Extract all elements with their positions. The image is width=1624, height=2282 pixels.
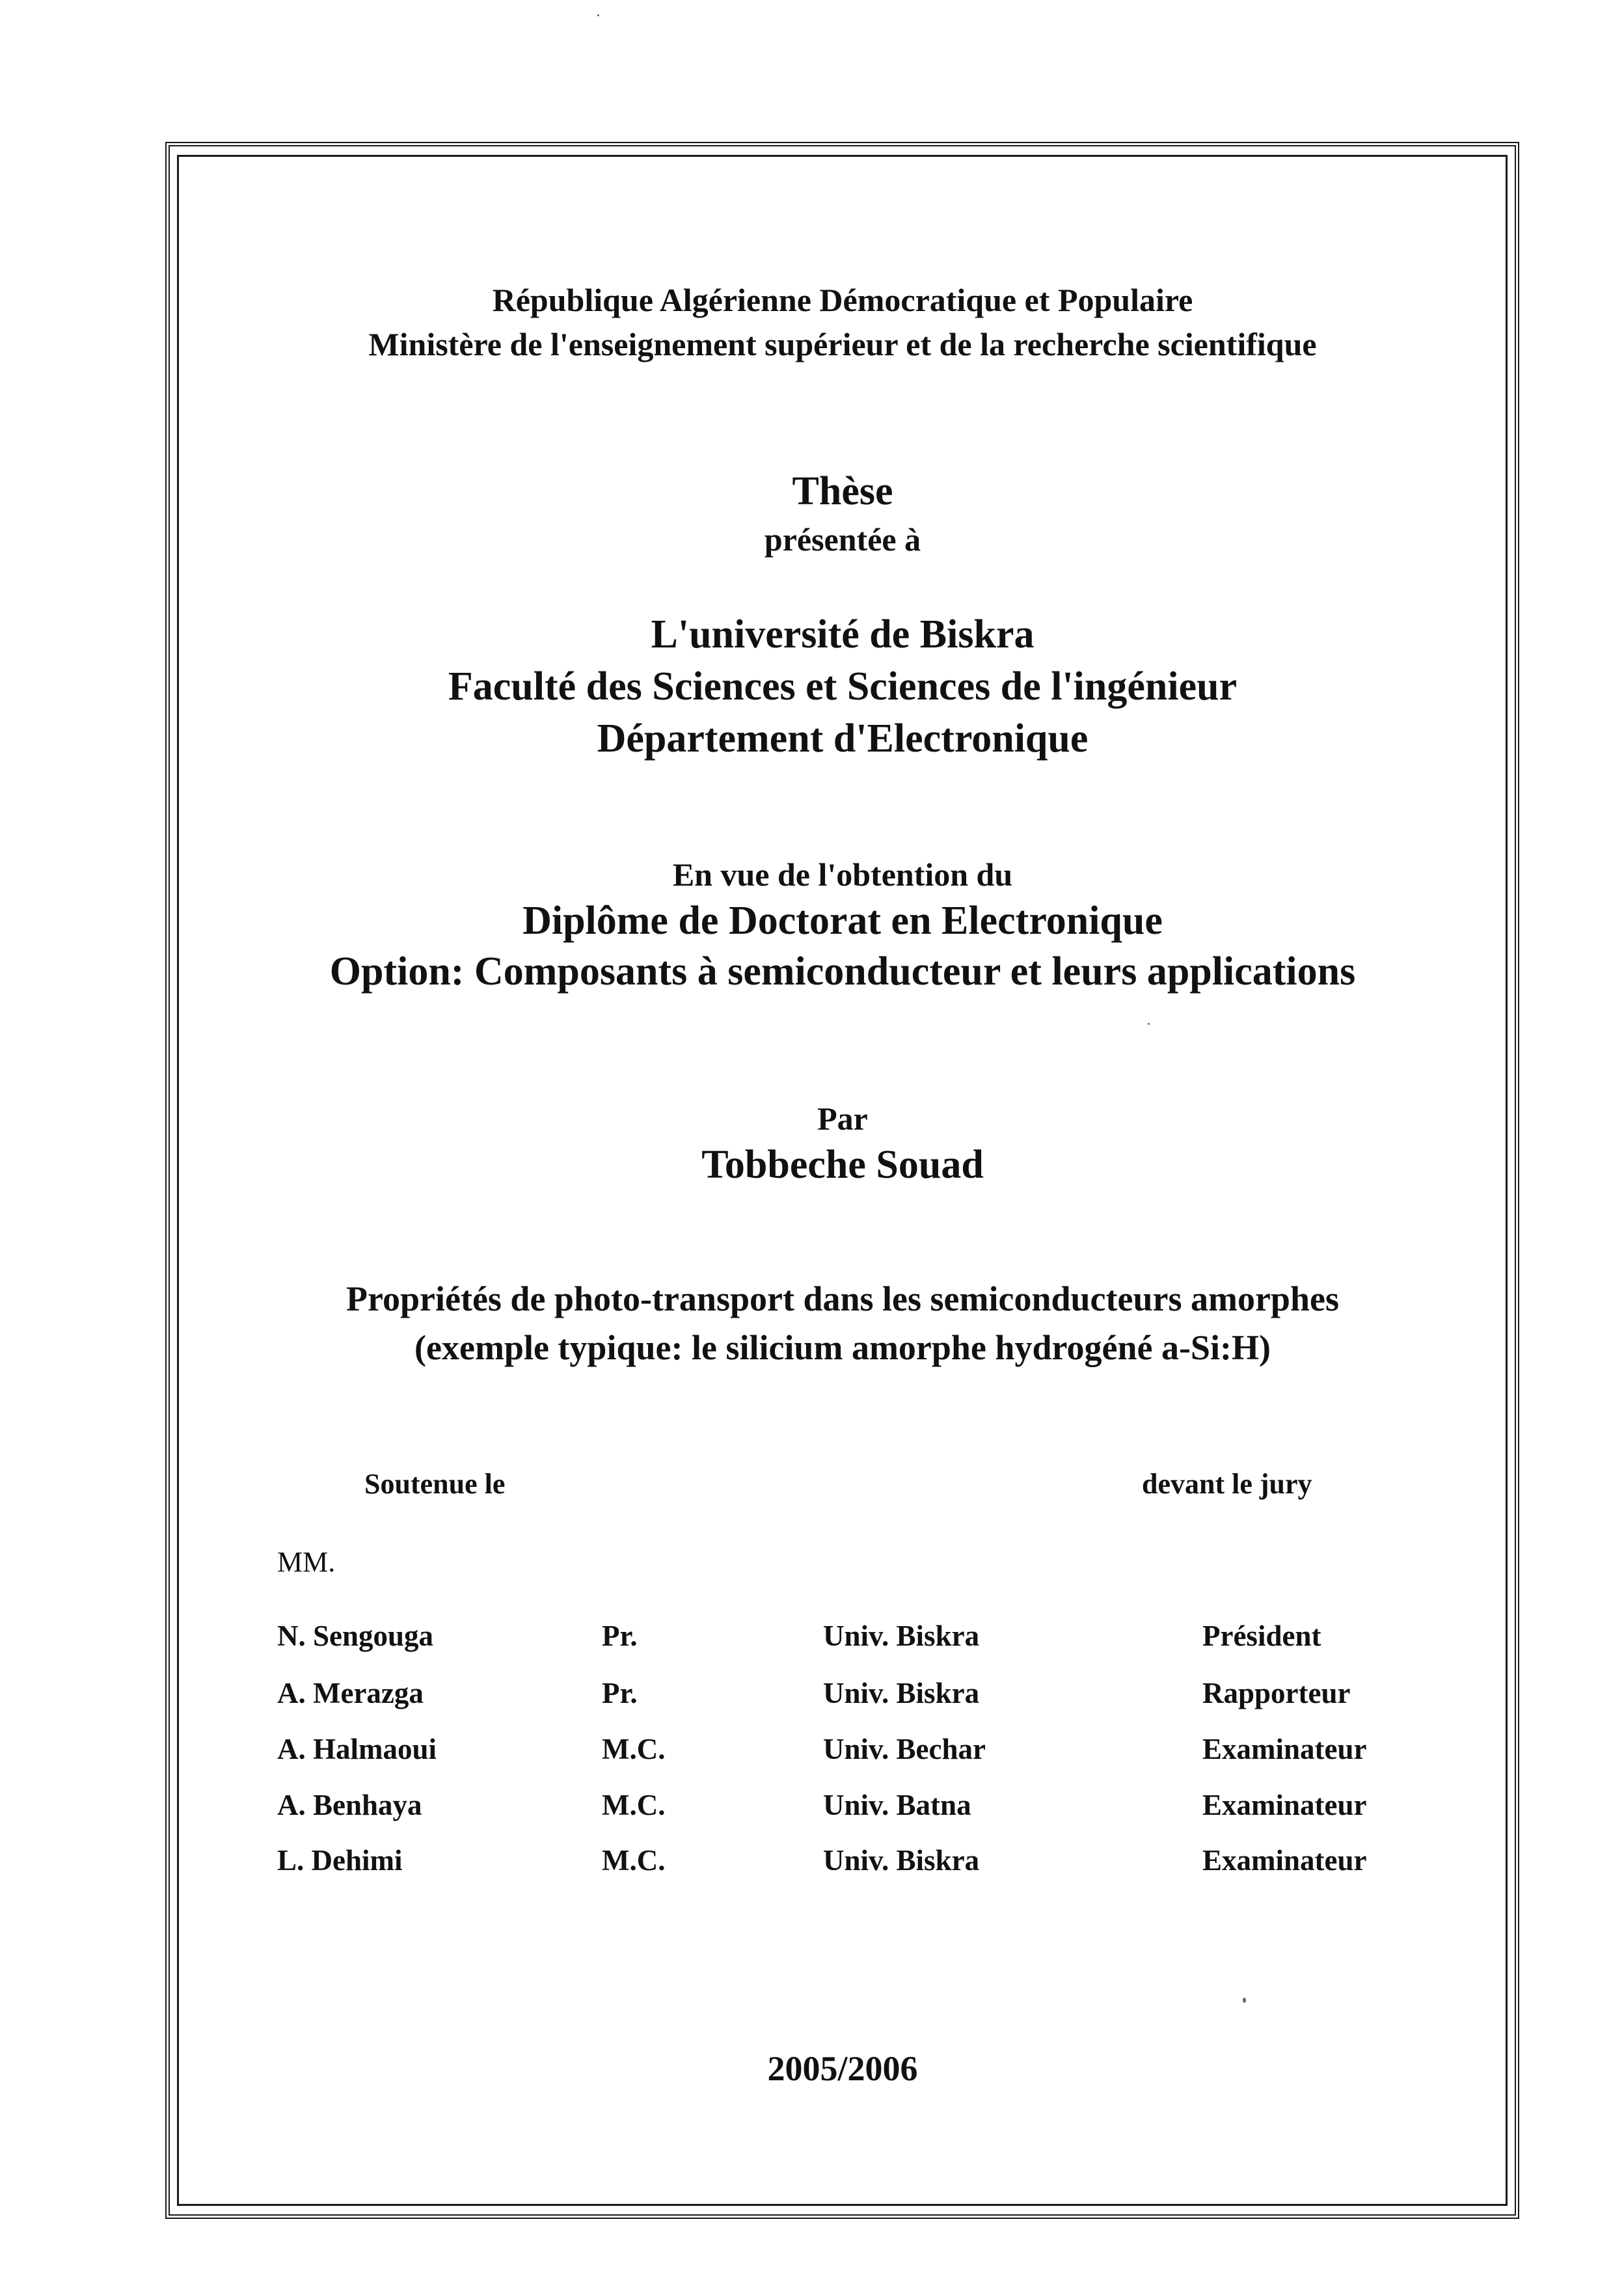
jury-role: Examinateur <box>1202 1844 1367 1877</box>
jury-name: N. Sengouga <box>277 1620 434 1652</box>
jury-university: Univ. Biskra <box>823 1677 980 1709</box>
jury-row <box>0 1676 1624 1715</box>
republic-heading: République Algérienne Démocratique et Populaire <box>492 282 1193 318</box>
jury-grade: Pr. <box>602 1620 638 1652</box>
diploma-option: Option: Composants à semiconducteur et leurs applications <box>329 949 1356 994</box>
jury-university: Univ. Bechar <box>823 1733 986 1765</box>
honorific-label: MM. <box>277 1546 336 1578</box>
jury-role: Rapporteur <box>1202 1677 1351 1709</box>
jury-role: Examinateur <box>1202 1789 1367 1821</box>
ministry-heading: Ministère de l'enseignement supérieur et de la recherche scientifique <box>368 326 1317 362</box>
presented-to: présentée à <box>764 521 921 558</box>
jury-grade: M.C. <box>602 1789 666 1821</box>
department-name: Département d'Electronique <box>597 716 1089 761</box>
defended-on-label: Soutenue le <box>364 1468 506 1500</box>
jury-grade: M.C. <box>602 1844 666 1877</box>
jury-university: Univ. Biskra <box>823 1844 980 1877</box>
by-label: Par <box>817 1100 868 1137</box>
academic-year: 2005/2006 <box>767 2049 918 2088</box>
before-jury-label: devant le jury <box>1142 1468 1312 1500</box>
jury-university: Univ. Batna <box>823 1789 971 1821</box>
jury-row <box>0 1619 1624 1658</box>
jury-name: A. Merazga <box>277 1677 424 1709</box>
jury-grade: M.C. <box>602 1733 666 1765</box>
jury-university: Univ. Biskra <box>823 1620 980 1652</box>
jury-name: L. Dehimi <box>277 1844 403 1877</box>
author-name: Tobbeche Souad <box>701 1143 984 1187</box>
diploma-title: Diplôme de Doctorat en Electronique <box>522 899 1163 943</box>
jury-row <box>0 1732 1624 1771</box>
scan-speck <box>1148 1023 1150 1025</box>
jury-role: Examinateur <box>1202 1733 1367 1765</box>
subject-line-2: (exemple typique: le silicium amorphe hydrogéné a-Si:H) <box>414 1328 1271 1367</box>
scan-speck <box>1243 1998 1246 2003</box>
degree-intro: En vue de l'obtention du <box>672 856 1013 893</box>
jury-row <box>0 1843 1624 1882</box>
jury-name: A. Benhaya <box>277 1789 422 1821</box>
thesis-title: Thèse <box>792 469 893 513</box>
university-name: L'université de Biskra <box>651 612 1035 657</box>
jury-grade: Pr. <box>602 1677 638 1709</box>
faculty-name: Faculté des Sciences et Sciences de l'ingénieur <box>448 664 1238 709</box>
jury-name: A. Halmaoui <box>277 1733 437 1765</box>
jury-role: Président <box>1202 1620 1321 1652</box>
subject-line-1: Propriétés de photo-transport dans les semiconducteurs amorphes <box>346 1279 1339 1318</box>
scan-speck <box>597 14 599 16</box>
jury-row <box>0 1788 1624 1827</box>
